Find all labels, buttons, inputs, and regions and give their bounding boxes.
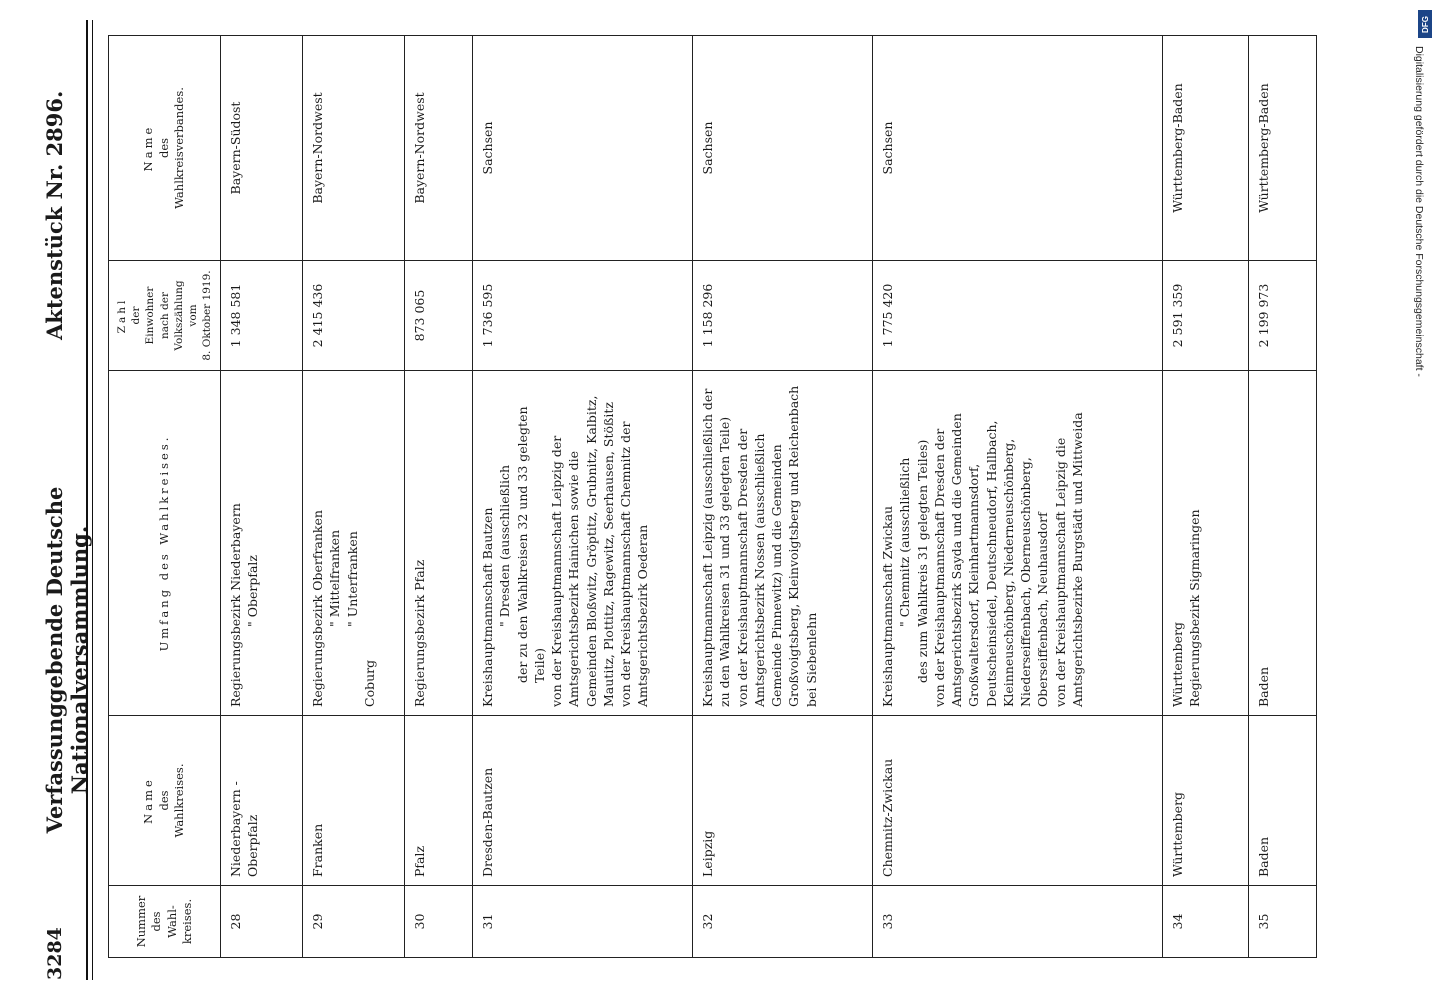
col-header-nummer [109, 886, 221, 958]
row-verband: Württemberg-Baden [1163, 36, 1249, 261]
header-line: Volkszählung [172, 280, 185, 351]
table-row [473, 36, 693, 958]
umfang-line: von der Kreishauptmannschaft Chemnitz der Amtsgerichtsbezirk Oederan [618, 421, 651, 707]
header-line: 8. Oktober 1919. [201, 270, 214, 361]
header-line: Einwohner [144, 286, 157, 345]
umfang-line: " Chemnitz (ausschließlich [897, 457, 913, 627]
umfang-line: der zu den Wahlkreisen 32 und 33 gelegten Teile) [514, 406, 547, 683]
header-line: Wahl- [164, 905, 179, 938]
row-zahl: 1 736 595 [473, 261, 693, 371]
document-title: Verfassunggebende Deutsche Nationalversammlung. [42, 486, 92, 834]
umfang-line: von der Kreishauptmannschaft Leipzig die Amtsgerichtsbezirke Burgstädt und Mittweida [1052, 412, 1085, 707]
row-nummer: 28 [221, 886, 303, 958]
header-line: Zahl [116, 297, 128, 334]
row-zahl: 2 591 359 [1163, 261, 1249, 371]
row-zahl: 2 415 436 [303, 261, 405, 371]
table-row [1163, 36, 1249, 958]
aktenstueck-number: Aktenstück Nr. 2896. [42, 90, 67, 340]
row-verband: Bayern-Nordwest [303, 36, 405, 261]
table-row [693, 36, 873, 958]
row-umfang [693, 371, 873, 716]
row-umfang [1249, 371, 1317, 716]
row-verband: Bayern-Südost [221, 36, 303, 261]
row-nummer: 31 [473, 886, 693, 958]
umfang-line: " Unterfranken [344, 531, 360, 627]
table-row [873, 36, 1163, 958]
page-number: 3284 [44, 927, 66, 980]
umfang-line: " Oberpfalz [245, 554, 261, 627]
umfang-line: des zum Wahlkreis 31 gelegten Teiles) [914, 439, 930, 683]
table-row [221, 36, 303, 958]
dfg-logo-text: DFG [1420, 15, 1430, 33]
row-verband: Sachsen [693, 36, 873, 261]
table-row [405, 36, 473, 958]
row-umfang [873, 371, 1163, 716]
row-zahl: 873 065 [405, 261, 473, 371]
row-name: Pfalz [405, 716, 473, 886]
col-header-zahl [109, 261, 221, 371]
header-line: des [156, 137, 171, 159]
row-zahl: 1 348 581 [221, 261, 303, 371]
header-line: Wahlkreisverbandes. [172, 87, 187, 209]
umfang-line: Coburg [361, 659, 377, 707]
header-line: der [130, 306, 143, 325]
row-verband: Württemberg-Baden [1249, 36, 1317, 261]
row-nummer: 30 [405, 886, 473, 958]
header-line: Name [141, 777, 156, 824]
header-line: vom [186, 304, 199, 327]
umfang-line: " Mittelfranken [327, 529, 343, 627]
header-line: des [149, 911, 164, 932]
row-umfang [473, 371, 693, 716]
table-row [303, 36, 405, 958]
row-nummer: 35 [1249, 886, 1317, 958]
row-zahl: 1 158 296 [693, 261, 873, 371]
umfang-line: Regierungsbezirk Oberfranken [310, 510, 326, 707]
row-nummer: 32 [693, 886, 873, 958]
row-umfang [303, 371, 405, 716]
row-verband: Bayern-Nordwest [405, 36, 473, 261]
row-name: Baden [1249, 716, 1317, 886]
header-line: kreises. [180, 898, 195, 945]
row-name: Chemnitz-Zwickau [873, 716, 1163, 886]
umfang-line: von der Kreishauptmannschaft Dresden der Amtsgerichtsbezirk Nossen (ausschließlich Gemeinde Pinnewitz) und die Gemeinden Großvoigtsberg, Kleinvoigtsberg und Reichenbach bei Siebenlehn [734, 385, 819, 707]
umfang-line: Württemberg [1170, 621, 1186, 707]
row-nummer: 33 [873, 886, 1163, 958]
col-header-umfang [109, 371, 221, 716]
digitization-sidebar [1413, 10, 1432, 390]
umfang-line: Regierungsbezirk Niederbayern [228, 503, 244, 707]
row-umfang [221, 371, 303, 716]
header-line: des [156, 790, 171, 811]
row-verband: Sachsen [473, 36, 693, 261]
dfg-logo [1418, 10, 1432, 38]
header-line: Umfang des Wahlkreises. [156, 434, 171, 652]
row-name: Franken [303, 716, 405, 886]
header-line: Wahlkreises. [172, 763, 187, 838]
row-zahl: 1 775 420 [873, 261, 1163, 371]
umfang-line: Kreishauptmannschaft Leipzig (ausschließlich der zu den Wahlkreisen 31 und 33 gelegten Teile) [700, 388, 733, 707]
umfang-line: von der Kreishauptmannschaft Leipzig der Amtsgerichtsbezirk Hainichen sowie die Gemeinden Bloßwitz, Gröptitz, Grubnitz, Kalbitz, Mautitz, Plottitz, Ragewitz, Seerhausen, Stößitz [549, 395, 616, 707]
row-verband: Sachsen [873, 36, 1163, 261]
umfang-line: Baden [1256, 666, 1272, 707]
header-rule-thin [92, 20, 93, 980]
page-header [30, 20, 92, 980]
row-umfang [405, 371, 473, 716]
rotated-page [30, 20, 1390, 980]
table-row [1249, 36, 1317, 958]
row-zahl: 2 199 973 [1249, 261, 1317, 371]
row-nummer: 34 [1163, 886, 1249, 958]
row-name: Dresden-Bautzen [473, 716, 693, 886]
umfang-line: " Dresden (ausschließlich [497, 464, 513, 627]
header-line: Name [141, 124, 156, 172]
umfang-line: Kreishauptmannschaft Zwickau [880, 505, 896, 707]
table-header-row [109, 36, 221, 958]
col-header-name-kreis [109, 716, 221, 886]
row-umfang [1163, 371, 1249, 716]
row-name: Leipzig [693, 716, 873, 886]
umfang-line: Kreishauptmannschaft Bautzen [480, 507, 496, 707]
wahlkreis-table [108, 35, 1317, 958]
row-nummer: 29 [303, 886, 405, 958]
umfang-line: Regierungsbezirk Sigmaringen [1187, 509, 1203, 707]
header-line: nach der [158, 292, 171, 339]
digitization-note: Digitalisierung gefördert durch die Deutsche Forschungsgemeinschaft - [1413, 46, 1425, 377]
header-rule [86, 20, 88, 980]
row-name: Niederbayern - Oberpfalz [221, 716, 303, 886]
header-line: Nummer [133, 895, 148, 948]
umfang-line: Regierungsbezirk Pfalz [412, 559, 428, 707]
row-name: Württemberg [1163, 716, 1249, 886]
col-header-name-verband [109, 36, 221, 261]
umfang-line: von der Kreishauptmannschaft Dresden der Amtsgerichtsbezirk Sayda und die Gemeinden Großwaltersdorf, Kleinhartmannsdorf, Deutscheinsiedel, Deutschneudorf, Hallbach, Kleinneuschönberg, Niederneuschönberg, Niederseiffenbach, Oberneuschönberg, Oberseiffenbach, Neuhausdorf [931, 413, 1051, 707]
